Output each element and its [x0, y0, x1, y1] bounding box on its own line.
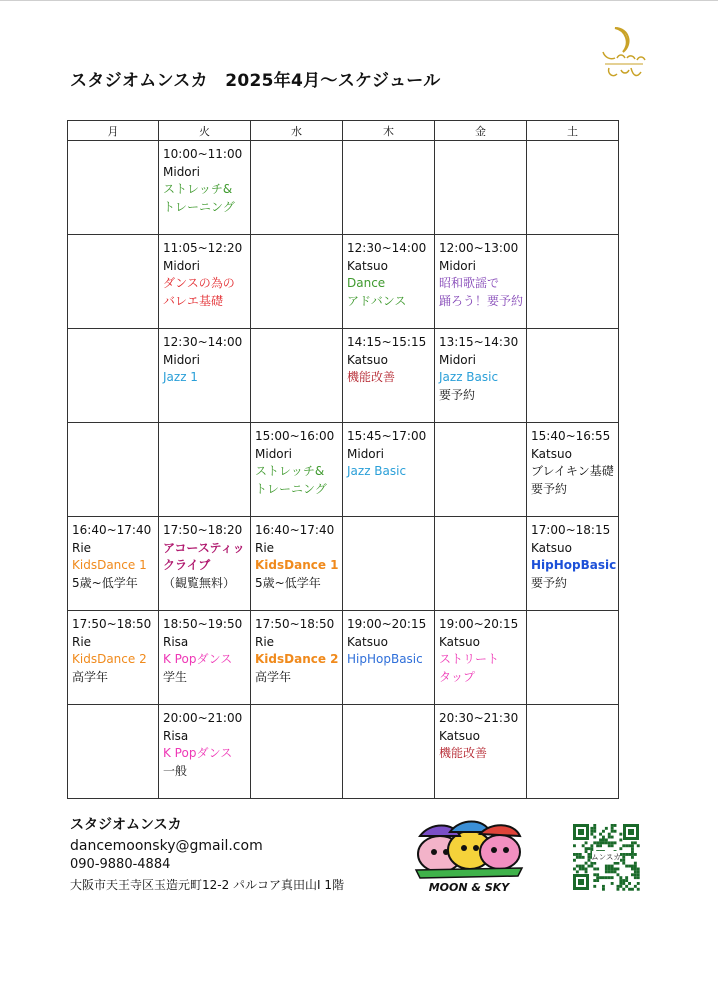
instructor-name: Katsuo — [439, 728, 480, 743]
class-time: 18:50~19:50 — [163, 617, 243, 631]
studio-email: dancemoonsky@gmail.com — [70, 838, 263, 854]
schedule-cell-tue — [159, 423, 251, 517]
class-info: 一般 — [163, 763, 188, 778]
class-info: Jazz Basic — [347, 464, 407, 478]
class-info: 高学年 — [255, 669, 292, 684]
schedule-cell-sat — [527, 141, 619, 235]
class-time: 12:00~13:00 — [439, 241, 519, 255]
class-time: 10:00~11:00 — [163, 147, 243, 161]
schedule-cell-tue — [159, 235, 251, 329]
instructor-name: Katsuo — [439, 634, 480, 649]
class-time: 15:40~16:55 — [531, 429, 611, 443]
class-info: KidsDance 2 — [255, 652, 339, 666]
studio-name: スタジオムンスカ — [70, 817, 182, 833]
schedule-row — [68, 141, 619, 235]
schedule-row — [68, 423, 619, 517]
class-time: 17:00~18:15 — [531, 523, 611, 537]
day-header-row — [68, 121, 619, 141]
schedule-cell-mon — [68, 611, 159, 705]
schedule-body — [68, 141, 619, 799]
schedule-cell-fri — [435, 517, 527, 611]
class-info: 要予約 — [531, 575, 568, 590]
schedule-cell-mon — [68, 423, 159, 517]
schedule-cell-mon — [68, 235, 159, 329]
instructor-name: Rie — [72, 634, 92, 649]
instructor-name: Rie — [255, 540, 275, 555]
class-time: 19:00~20:15 — [439, 617, 519, 631]
class-info: ストレッチ& — [255, 464, 325, 478]
schedule-cell-fri — [435, 705, 527, 799]
class-time: 14:15~15:15 — [347, 335, 427, 349]
day-header-tue: 火 — [159, 121, 251, 141]
class-info: K Popダンス — [163, 746, 233, 760]
class-info: ダンスの為の — [163, 276, 235, 290]
class-time: 15:45~17:00 — [347, 429, 427, 443]
class-time: 12:30~14:00 — [163, 335, 243, 349]
studio-info — [70, 814, 344, 893]
schedule-cell-wed — [251, 517, 343, 611]
class-info: KidsDance 1 — [72, 558, 147, 572]
schedule-cell-thu — [343, 705, 435, 799]
schedule-cell-wed — [251, 705, 343, 799]
class-info: KidsDance 2 — [72, 652, 147, 666]
moon-sky-logo-text: MOON & SKY — [428, 881, 510, 894]
schedule-row — [68, 517, 619, 611]
schedule-cell-wed — [251, 141, 343, 235]
instructor-name: Katsuo — [347, 352, 388, 367]
class-info: Dance — [347, 276, 386, 290]
schedule-cell-mon — [68, 705, 159, 799]
schedule-cell-wed — [251, 423, 343, 517]
class-time: 17:50~18:20 — [163, 523, 243, 537]
class-info: 昭和歌謡で — [439, 276, 500, 290]
moon-sky-logo-icon — [585, 22, 655, 84]
class-time: 17:50~18:50 — [72, 617, 152, 631]
class-info: ストリート — [439, 652, 500, 666]
class-info: 機能改善 — [347, 370, 396, 384]
schedule-row — [68, 329, 619, 423]
studio-address: 大阪市天王寺区玉造元町12-2 パルコア真田山Ⅰ 1階 — [70, 878, 345, 892]
qr-code-icon — [571, 822, 641, 892]
schedule-cell-sat — [527, 423, 619, 517]
class-time: 16:40~17:40 — [255, 523, 335, 537]
class-info: 要予約 — [531, 481, 568, 496]
class-time: 13:15~14:30 — [439, 335, 519, 349]
schedule-cell-tue — [159, 611, 251, 705]
class-info: 踊ろう！要予約 — [439, 293, 524, 308]
schedule-cell-sat — [527, 611, 619, 705]
schedule-table — [67, 120, 619, 799]
schedule-cell-tue — [159, 705, 251, 799]
class-info: タップ — [439, 669, 476, 684]
day-header-fri: 金 — [435, 121, 527, 141]
class-info: KidsDance 1 — [255, 558, 339, 572]
class-time: 17:50~18:50 — [255, 617, 335, 631]
instructor-name: Katsuo — [347, 634, 388, 649]
schedule-cell-fri — [435, 611, 527, 705]
instructor-name: Midori — [347, 446, 384, 461]
schedule-cell-fri — [435, 235, 527, 329]
class-info: （観覧無料） — [163, 575, 236, 590]
instructor-name: Rie — [72, 540, 92, 555]
schedule-cell-wed — [251, 611, 343, 705]
class-info: 高学年 — [72, 669, 109, 684]
studio-phone: 090-9880-4884 — [70, 857, 171, 872]
schedule-cell-wed — [251, 329, 343, 423]
class-info: 学生 — [163, 669, 188, 684]
top-divider — [0, 0, 718, 1]
schedule-cell-thu — [343, 423, 435, 517]
moon-sky-character-logo-icon — [410, 818, 528, 896]
schedule-cell-mon — [68, 517, 159, 611]
instructor-name: Katsuo — [531, 540, 572, 555]
schedule-cell-tue — [159, 141, 251, 235]
schedule-cell-sat — [527, 235, 619, 329]
instructor-name: Midori — [439, 352, 476, 367]
class-time: 16:40~17:40 — [72, 523, 152, 537]
instructor-name: Katsuo — [347, 258, 388, 273]
instructor-name: Midori — [163, 164, 200, 179]
class-info: ブレイキン基礎 — [531, 464, 614, 478]
page-title: スタジオムンスカ 2025年4月〜スケジュール — [70, 71, 441, 91]
instructor-name: Midori — [163, 258, 200, 273]
class-info: HipHopBasic — [347, 652, 423, 666]
class-info: クライブ — [163, 558, 211, 572]
schedule-cell-thu — [343, 235, 435, 329]
instructor-name: Risa — [163, 634, 189, 649]
instructor-name: Midori — [163, 352, 200, 367]
instructor-name: Midori — [439, 258, 476, 273]
day-header-sat: 土 — [527, 121, 619, 141]
class-info: トレーニング — [163, 199, 235, 214]
class-time: 19:00~20:15 — [347, 617, 427, 631]
class-info: バレエ基礎 — [163, 293, 224, 308]
class-time: 20:00~21:00 — [163, 711, 243, 725]
schedule-row — [68, 235, 619, 329]
day-header-wed: 水 — [251, 121, 343, 141]
schedule-cell-fri — [435, 329, 527, 423]
class-time: 11:05~12:20 — [163, 241, 243, 255]
schedule-row — [68, 611, 619, 705]
class-info: 5歳~低学年 — [72, 575, 138, 590]
schedule-cell-thu — [343, 329, 435, 423]
schedule-cell-fri — [435, 423, 527, 517]
instructor-name: Risa — [163, 728, 189, 743]
class-info: Jazz 1 — [163, 370, 198, 384]
instructor-name: アコースティッ — [163, 540, 245, 555]
class-time: 15:00~16:00 — [255, 429, 335, 443]
schedule-cell-sat — [527, 705, 619, 799]
schedule-cell-wed — [251, 235, 343, 329]
schedule-cell-sat — [527, 329, 619, 423]
schedule-cell-thu — [343, 141, 435, 235]
class-info: アドバンス — [347, 293, 407, 308]
qr-label: ムンスカ — [591, 852, 621, 862]
schedule-cell-tue — [159, 329, 251, 423]
instructor-name: Midori — [255, 446, 292, 461]
class-info: トレーニング — [255, 481, 327, 496]
class-info: 5歳~低学年 — [255, 575, 321, 590]
class-info: ストレッチ& — [163, 182, 233, 196]
day-header-mon: 月 — [68, 121, 159, 141]
schedule-cell-tue — [159, 517, 251, 611]
day-header-thu: 木 — [343, 121, 435, 141]
class-info: HipHopBasic — [531, 558, 617, 572]
class-info: Jazz Basic — [439, 370, 499, 384]
schedule-cell-thu — [343, 611, 435, 705]
class-info: 要予約 — [439, 387, 476, 402]
class-info: K Popダンス — [163, 652, 233, 666]
class-time: 12:30~14:00 — [347, 241, 427, 255]
schedule-cell-fri — [435, 141, 527, 235]
schedule-cell-mon — [68, 329, 159, 423]
instructor-name: Rie — [255, 634, 275, 649]
schedule-cell-sat — [527, 517, 619, 611]
schedule-cell-thu — [343, 517, 435, 611]
schedule-cell-mon — [68, 141, 159, 235]
class-time: 20:30~21:30 — [439, 711, 519, 725]
schedule-row — [68, 705, 619, 799]
class-info: 機能改善 — [439, 746, 488, 760]
instructor-name: Katsuo — [531, 446, 572, 461]
